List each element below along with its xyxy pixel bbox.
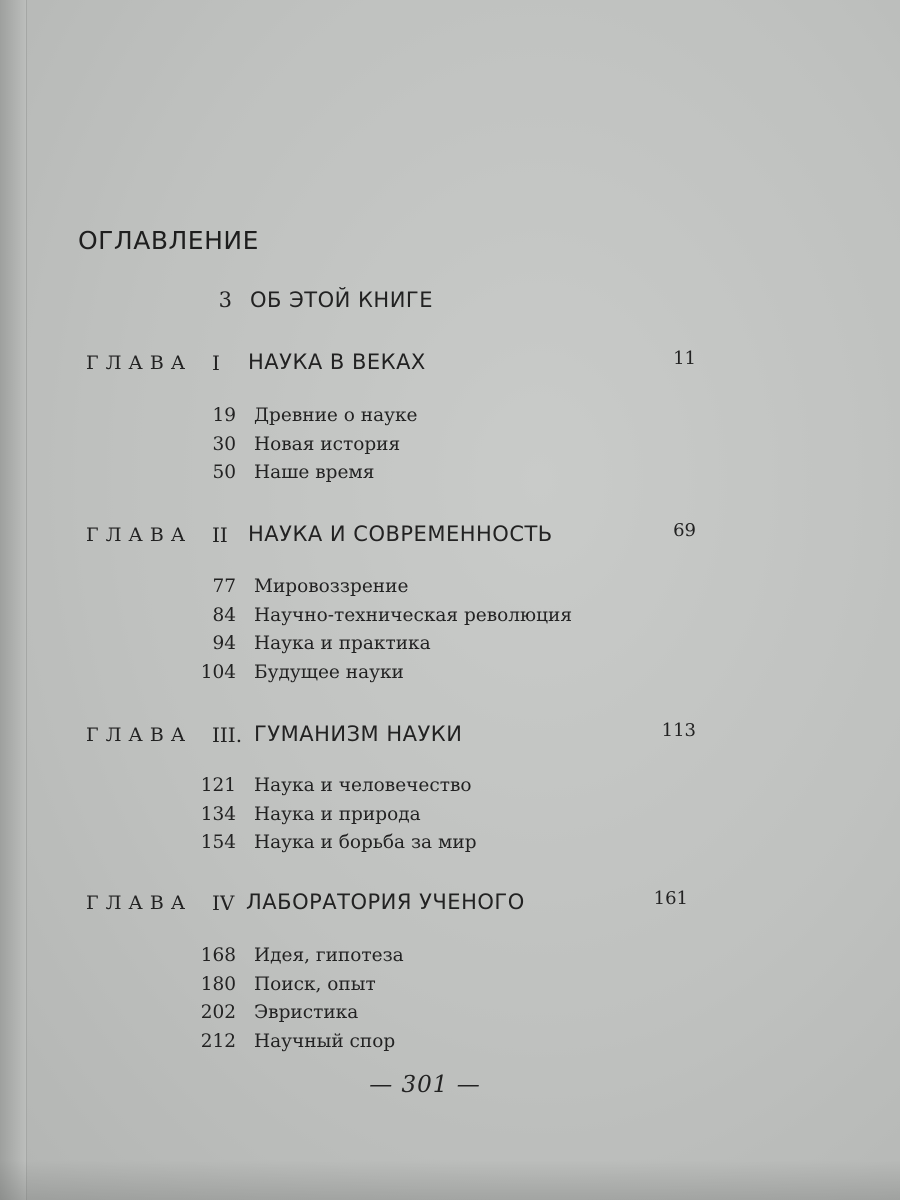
section-entry [0,405,900,434]
section-title: Наука и борьба за мир [254,832,477,853]
section-page: 77 [212,576,236,597]
section-page: 94 [212,633,236,654]
chapter-label: ГЛАВА [86,352,193,374]
section-page: 212 [200,1030,236,1052]
chapter-label: ГЛАВА [86,892,193,914]
chapter-page: 11 [673,348,696,369]
section-entry [0,462,900,491]
section-title: Мировоззрение [254,576,409,597]
chapter-title: НАУКА В ВЕКАХ [248,350,426,374]
section-page: 104 [200,661,236,683]
page-number [0,1072,900,1098]
section-title: Эвристика [254,1002,359,1023]
section-page: 168 [200,945,236,966]
section-page: 154 [200,832,236,853]
intro-title: ОБ ЭТОЙ КНИГЕ [250,288,434,312]
chapter-title: ЛАБОРАТОРИЯ УЧЕНОГО [246,890,525,914]
section-title: Поиск, опыт [254,973,376,995]
section-page: 202 [200,1002,236,1023]
section-title: Наука и природа [254,803,421,825]
section-title: Наше время [254,462,375,483]
section-entry [0,1031,900,1060]
section-entry [0,633,900,662]
chapter-number: I [212,351,220,375]
chapter-number: II [212,523,228,547]
intro-page: 3 [218,288,232,312]
chapter-3-heading [0,720,900,754]
chapter-2-heading [0,520,900,554]
chapter-page: 69 [673,520,696,541]
section-title: Древние о науке [254,405,418,426]
section-entry [0,605,900,634]
section-entry [0,775,900,804]
chapter-2-sections [0,576,900,690]
chapter-3-sections [0,775,900,861]
page-shadow [0,1160,900,1200]
section-title: Научный спор [254,1030,396,1052]
toc-title: ОГЛАВЛЕНИЕ [78,226,259,255]
chapter-4-sections [0,945,900,1059]
section-page: 50 [212,462,236,483]
section-title: Идея, гипотеза [254,945,404,966]
section-entry [0,832,900,861]
section-title: Наука и практика [254,633,431,654]
section-title: Будущее науки [254,661,404,683]
section-title: Новая история [254,433,401,455]
chapter-page: 161 [653,888,688,909]
section-entry [0,945,900,974]
chapter-4-heading [0,888,900,922]
chapter-page: 113 [661,720,696,741]
section-page: 180 [200,973,236,995]
chapter-1-sections [0,405,900,491]
section-entry [0,434,900,463]
page-number-text: — 301 — [369,1072,481,1098]
chapter-1-heading [0,348,900,382]
section-entry [0,804,900,833]
section-title: Наука и человечество [254,775,472,796]
section-title: Научно-техническая революция [254,604,573,626]
chapter-number: III. [212,723,243,747]
section-entry [0,662,900,691]
section-page: 121 [200,775,236,796]
chapter-label: ГЛАВА [86,724,193,746]
chapter-number: IV [212,891,235,915]
chapter-label: ГЛАВА [86,524,193,546]
section-entry [0,1002,900,1031]
section-page: 30 [212,433,236,455]
chapter-title: НАУКА И СОВРЕМЕННОСТЬ [248,522,553,546]
section-entry [0,576,900,605]
chapter-title: ГУМАНИЗМ НАУКИ [254,722,463,746]
section-entry [0,974,900,1003]
section-page: 134 [200,803,236,825]
section-page: 19 [212,405,236,426]
section-page: 84 [212,604,236,626]
